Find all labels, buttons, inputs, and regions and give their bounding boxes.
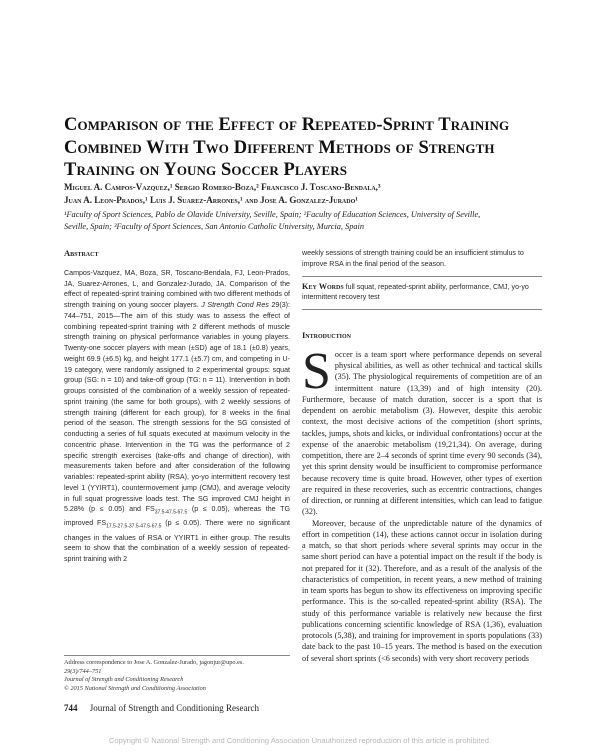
paragraph: occer is a team sport where performance depends on several physical abilities, as well as other technical and tactical skills (35). The physiological requirements of competition are of an intermittent nature (13,39) and of high intensity (20). Furthermore, because of match duration, soccer is a sport that is dependent on aerobic metabolism (3). However, despite this aerobic context, the most decisive actions of the competition (short sprints, tackles, jumps, shots and kicks, or individual confrontations) occur at the expense of the anaerobic metabolism (19,21,34). On average, during competition, there are 2–4 seconds of sprint time every 90 seconds (34), yet this sprint density would be insufficient to compromise performance because recovery time is quite broad. However, other types of exertion are required in these recoveries, such as eccentric contractions, changes of direction, or running at different intensities, which can lead to fatigue (32). [302, 349, 542, 517]
introduction-heading: Introduction [302, 330, 351, 340]
abstract-column [64, 248, 290, 565]
abstract-heading: Abstract [64, 248, 99, 258]
author-line: Miguel A. Campos-Vazquez,¹ Sergio Romero-Boza,² Francisco J. Toscano-Bendala,³ [64, 182, 381, 192]
abstract-text [64, 268, 290, 565]
article-title: Comparison of the Effect of Repeated-Sprint Training Combined With Two Different Methods of Strength Training on Young Soccer Players [64, 115, 510, 180]
footnote [64, 659, 290, 693]
divider [302, 309, 542, 310]
abstract-subscript: 17.5-27.5-37.5-47.5-67.5 [106, 523, 162, 530]
drop-cap: S [302, 342, 331, 400]
abstract-volume: 29(3): 744–751, 2015 [64, 301, 290, 320]
page-number: 744 [64, 703, 78, 713]
footnote-copyright: © 2015 National Strength and Conditioning Association [64, 684, 206, 692]
affiliations [64, 209, 542, 232]
correspondence: Address correspondence to Jose A. Gonzalez-Jurado, jagonjur@upo.es. [64, 659, 244, 666]
paragraph: Moreover, because of the unpredictable nature of the dynamics of effort in competition (14), these actions cannot occur in isolation during a match, so that short periods where several sprints may occur in the same short period can have a potential impact on the result if the body is not prepared for it (32). Therefore, and as a result of the analysis of the characteristics of competition, in recent years, a new method of training in team sports has begun to show its effectiveness on improving specific performance. This is the so-called repeated-sprint ability (RSA). The study of this performance variable is relatively new because the first publications concerning scientific knowledge of RSA (1,36), evaluation protocols (5,38), and training for improvement in sports populations (33) date back to the past 10–15 years. The method is based on the execution of several short sprints (<6 seconds) with very short recovery periods [302, 518, 542, 663]
abstract-body: —The aim of this study was to assess the effect of combining repeated-sprint training with 2 different methods of muscle strength training on physical performance variables in young players. Twenty-one soccer players with mean (±SD) age of 18.1 (±0.8) years, weight 69.9 (±6.5) kg, and height 177.1 (±5.7) cm, and competing in U-19 category, were randomly assigned to 2 experimental groups: squat group (SG: n = 10) and take-off group (TG: n = 11). Intervention in both groups consisted of the combination of a weekly session of repeated-sprint training (the same for both groups), with 2 weekly sessions of strength training (different for each group), for 8 weeks in the final period of the season. The strength sessions for the SG consisted of conducting a series of full squats executed at maximum velocity in the concentric phase. Intervention in the TG was the performance of 2 specific strength exercises (take-offs and change of direction), with measurements taken before and after consideration of the following variables: repeated-sprint ability (RSA), yo-yo intermittent recovery test level 1 (YYIRT1), countermovement jump (CMJ), and average velocity in full squat progressive loads test. The SG improved CMJ height in 5.28% (p ≤ 0.05) and FS [64, 311, 290, 514]
page-footer [64, 703, 542, 713]
footnote-volume: 29(3)/744–751 [64, 667, 102, 675]
abstract-subscript: 37.5-47.5-67.5 [154, 509, 188, 516]
copyright-watermark: Copyright © National Strength and Conditioning Association Unauthorized reproduction of this article is prohibited. [108, 736, 492, 745]
abstract-journal: J Strength Cond Res [201, 301, 269, 309]
author-list [64, 181, 540, 207]
abstract-body: (p ≤ 0.05), whereas the TG improved FS [64, 505, 290, 528]
divider [302, 276, 542, 277]
author-line: Juan A. Leon-Prados,¹ Luis J. Suarez-Arrones,¹ and Jose A. Gonzalez-Jurado¹ [64, 195, 358, 205]
right-column [302, 248, 542, 664]
keywords-label: Key Words [302, 281, 344, 291]
footer-journal: Journal of Strength and Conditioning Research [89, 703, 259, 713]
footnote-divider [64, 655, 290, 656]
abstract-continuation: weekly sessions of strength training could be an insufficient stimulus to improve RSA in the final period of the season. [302, 249, 524, 268]
footnote-journal: Journal of Strength and Conditioning Research [64, 676, 184, 684]
abstract-body: (p ≤ 0.05). There were no significant changes in the values of RSA or YYIRT1 in either group. The results seem to show that the combination of a weekly session of repeated-sprint training with 2 [64, 519, 290, 564]
keywords [302, 282, 542, 304]
abstract-citation: Campos-Vazquez, MA, Boza, SR, Toscano-Bendala, FJ, Leon-Prados, JA, Suarez-Arrones, L, and Gonzalez-Jurado, JA. Comparison of the effect of repeated-sprint training combined with two different methods of strength training on young soccer players. [64, 268, 290, 309]
affiliation-line: ¹Faculty of Sport Sciences, Pablo de Olavide University, Seville, Spain; ²Faculty of Education Sciences, University of Seville, [64, 210, 481, 219]
affiliation-line: Seville, Spain; ³Faculty of Sport Sciences, San Antonio Catholic University, Murcia, Spain [64, 221, 364, 231]
introduction-text [302, 342, 542, 664]
keywords-text: full squat, repeated-sprint ability, performance, CMJ, yo-yo intermittent recovery test [302, 282, 529, 302]
